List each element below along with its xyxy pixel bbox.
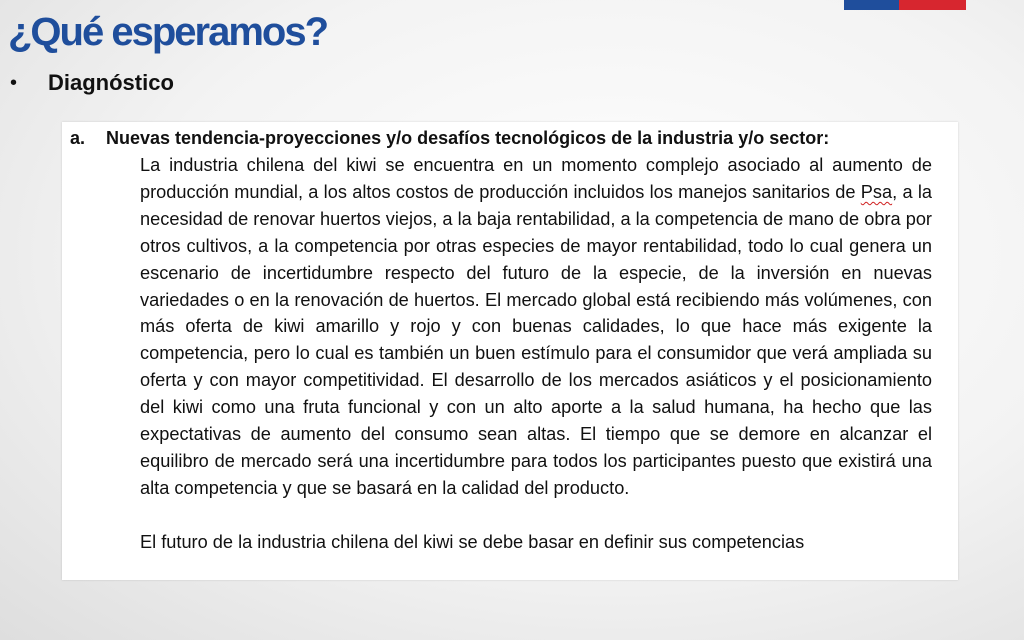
spellcheck-flagged-word: Psa (860, 181, 893, 202)
document-excerpt (62, 122, 958, 580)
bullet-item (10, 70, 174, 96)
section-heading-text: Nuevas tendencia-proyecciones y/o desafíos tecnológicos de la industria y/o sector: (106, 128, 830, 148)
flag-red-stripe (899, 0, 966, 10)
section-heading (70, 128, 829, 149)
bullet-label: Diagnóstico (48, 70, 174, 95)
paragraph-1-end: , a la necesidad de renovar huertos viejos, a la baja rentabilidad, a la competencia de mano de obra por otros cultivos, a la competencia por otras especies de mayor rentabilidad, todo lo cual genera un escenario de incertidumbre respecto del futuro de la especie, de la inversión en nuevas variedades o en la renovación de huertos. El mercado global está recibiendo más volúmenes, con más oferta de kiwi amarillo y rojo y con buenas calidades, lo que hace más exigente la competencia, pero lo cual es también un buen estímulo para el consumidor que verá ampliada su oferta y con mayor competitividad. El desarrollo de los mercados asiáticos y el posicionamiento del kiwi como una fruta funcional y con un alto aporte a la salud humana, ha hecho que las expectativas de aumento del consumo sean altas. El tiempo que se demore en alcanzar el equilibro de mercado será una incertidumbre para todos los participantes puesto que existirá una alta competencia y que se basará en la calidad del producto. (140, 181, 932, 498)
section-body (140, 152, 932, 556)
bullet-dot: • (10, 71, 18, 94)
flag-stripe (844, 0, 966, 10)
paragraph-1-start: La industria chilena del kiwi se encuentra en un momento complejo asociado al aumento de producción mundial, a los altos costos de producción incluidos los manejos sanitarios de (140, 155, 932, 202)
flag-blue-stripe (844, 0, 899, 10)
section-number: a. (70, 128, 86, 148)
slide-title: ¿Qué esperamos? (8, 10, 328, 54)
paragraph-2: El futuro de la industria chilena del kiwi se debe basar en definir sus competencias (140, 531, 805, 552)
paragraph-1 (140, 152, 932, 502)
